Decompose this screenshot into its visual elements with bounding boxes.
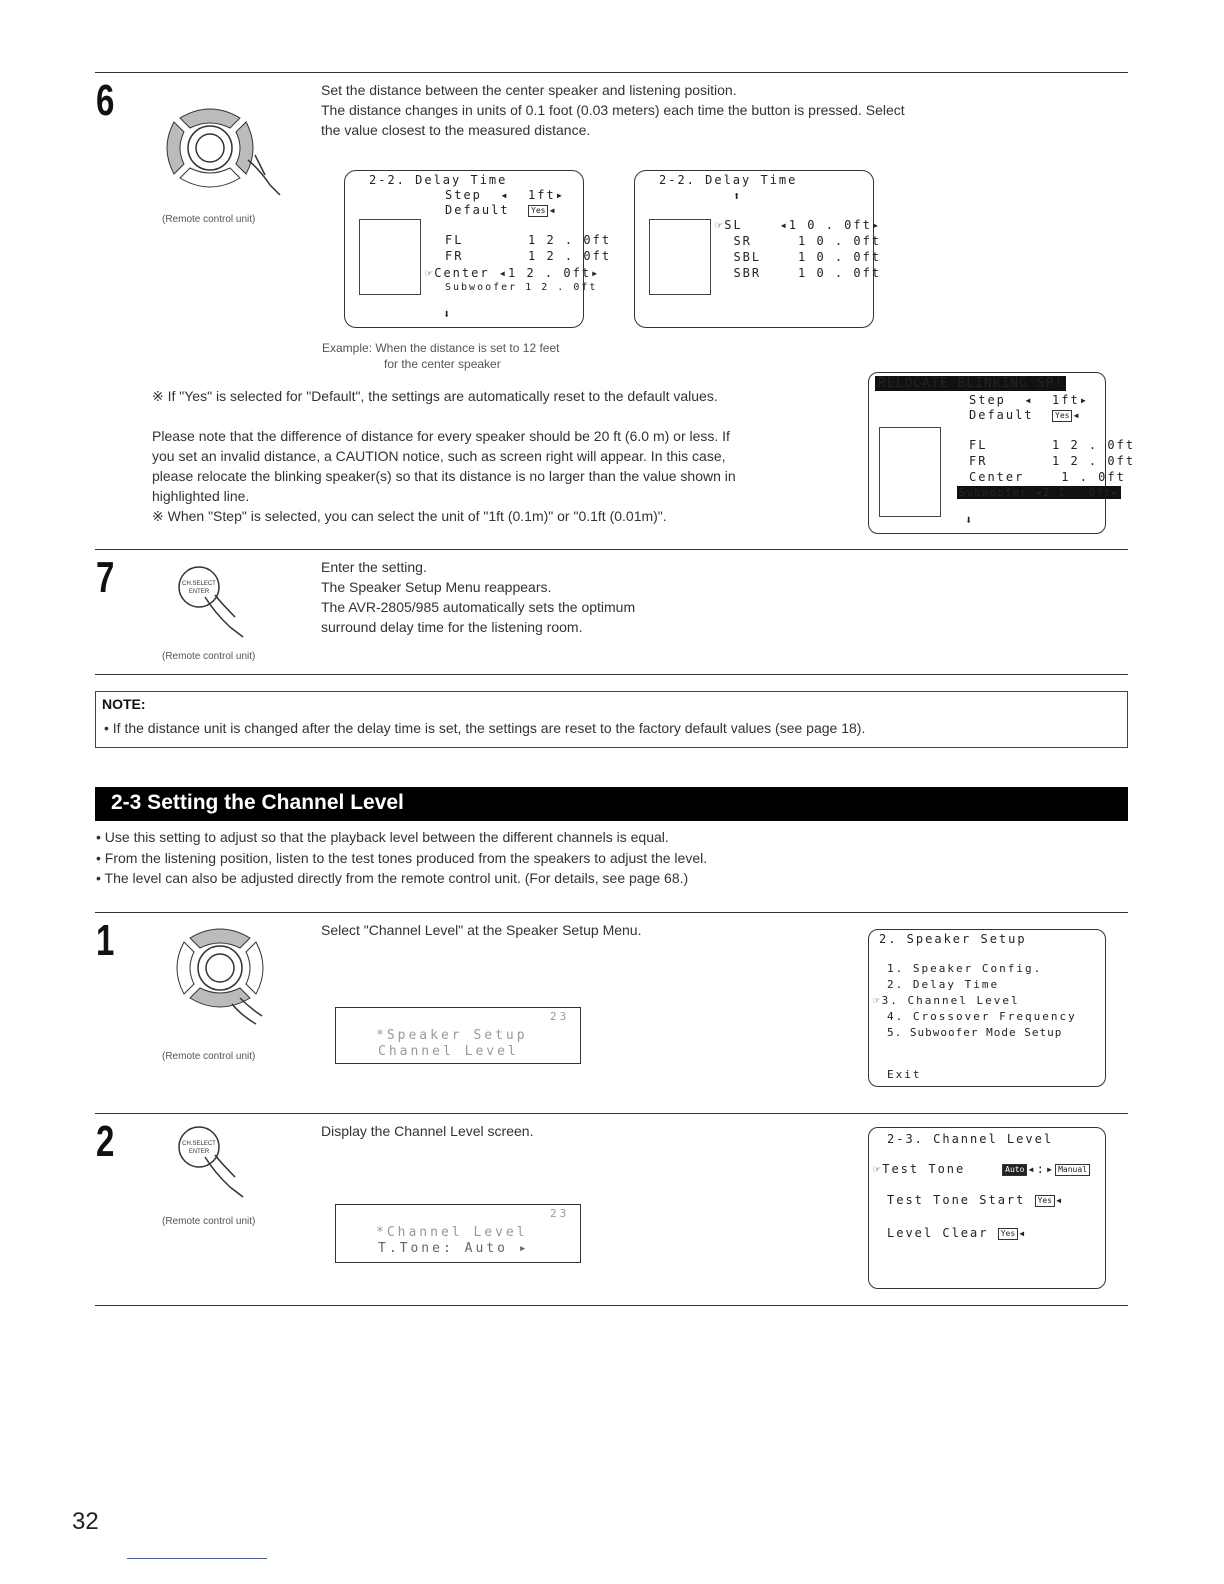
distance-paragraph: Please note that the difference of distance for every speaker should be 20 ft (6.0 m) or less. If you set an invalid distance, a CAUTION notice, such as screen right will appear. In this case, please relocate the blinking speaker(s) so that its distance is no larger than the value shown in highlighted line. [152,428,736,504]
example-caption-2: for the center speaker [384,357,501,371]
remote-caption: (Remote control unit) [162,1051,256,1062]
step1-text: Select "Channel Level" at the Speaker Setup Menu. [321,922,642,938]
level-clear-row: Level Clear Yes ◂ [887,1226,1028,1240]
svg-text:ENTER: ENTER [188,589,210,595]
step-number-6: 6 [96,76,115,125]
remote-cursor-pad-icon [170,920,300,1030]
section-bullet: • The level can also be adjusted directly from the remote control unit. (For details, see page 68.) [96,870,689,886]
divider [95,1113,1128,1114]
note-label: NOTE: [102,696,146,712]
caution-default: Default Yes ◂ [969,408,1082,422]
step6-text: Set the distance between the center speaker and listening position. The distance changes in units of 0.1 foot (0.03 meters) each time the button is pressed. Select the value closest to the measured distance. [321,82,905,138]
svg-text:CH.SELECT: CH.SELECT [182,581,216,587]
remote-caption: (Remote control unit) [162,651,256,662]
osd-channel-level: 2-3. Channel Level ☞Test Tone Auto ◂:▸ Manual Test Tone Start Yes ◂ Level Clear Yes ◂ [868,1127,1106,1289]
divider [95,1305,1128,1306]
step-number-1: 1 [96,916,115,965]
page-number: 32 [72,1508,99,1535]
osd-speaker-setup: 2. Speaker Setup 1. Speaker Config. 2. Delay Time ☞3. Channel Level 4. Crossover Frequency 5. Subwoofer Mode Setup Exit [868,929,1106,1087]
footer-line [127,1558,267,1559]
step-unit-note: ※ When "Step" is selected, you can select the unit of "1ft (0.1m)" or "0.1ft (0.01m)". [152,508,667,524]
enter-button-icon [175,565,265,645]
step-number-7: 7 [96,553,115,602]
caution-title: RELOCATE BLINKING SP! [875,376,1066,391]
osd-relocate-caution: RELOCATE BLINKING SP! Step ◂ 1ft▸ Default Yes ◂ FL 1 2 . 0ft FR 1 2 . 0ft Center 1 . 0ft Subwoofer ◂2 1 . 0ft▸ ⬇ [868,372,1106,534]
speaker-layout-icon [879,427,941,517]
note-text: • If the distance unit is changed after the delay time is set, the settings are reset to the factory default values (see page 18). [104,720,866,736]
remote-caption: (Remote control unit) [162,1216,256,1227]
svg-text:CH.SELECT: CH.SELECT [182,1141,216,1147]
divider [95,912,1128,913]
remote-caption: (Remote control unit) [162,214,256,225]
osd-delay-time-surround: 2-2. Delay Time ⬆ ☞SL ◂1 0 . 0ft▸ SR 1 0 . 0ft SBL 1 0 . 0ft SBR 1 0 . 0ft [634,170,874,328]
section-bullet: • From the listening position, listen to the test tones produced from the speakers to adjust the level. [96,850,708,866]
divider [95,72,1128,73]
scroll-down-icon: ⬇ [443,307,453,321]
menu-item-selected: ☞3. Channel Level [873,994,1020,1007]
default-note: ※ If "Yes" is selected for "Default", the settings are automatically reset to the default values. [152,388,718,404]
front-display-step1: 23 *Speaker Setup Channel Level [335,1007,581,1064]
scroll-up-icon: ⬆ [733,189,743,203]
enter-button-icon [175,1125,265,1205]
highlighted-row: Subwoofer ◂2 1 . 0ft▸ [959,486,1120,499]
menu-item: 5. Subwoofer Mode Setup [887,1026,1063,1039]
section-bullet: • Use this setting to adjust so that the playback level between the different channels is equal. [96,829,669,845]
step2-text: Display the Channel Level screen. [321,1123,534,1139]
menu-exit: Exit [887,1068,922,1081]
example-caption: Example: When the distance is set to 12 feet [322,341,560,355]
osd-delay-time-center: 2-2. Delay Time Step ◂ 1ft▸ Default Yes ◂ FL 1 2 . 0ft FR 1 2 . 0ft ☞Center ◂1 2 . 0ft▸ Subwoofer 1 2 . 0ft ⬇ [344,170,584,328]
manual-tag: Manual [1055,1164,1090,1176]
test-tone-row: ☞Test Tone Auto ◂:▸ Manual [873,1162,1090,1176]
menu-item: 2. Delay Time [887,978,1000,991]
test-tone-start-row: Test Tone Start Yes ◂ [887,1193,1065,1207]
menu-item: 1. Speaker Config. [887,962,1043,975]
speaker-layout-icon [359,219,421,295]
section-header [95,787,1128,821]
default-label: Default Yes ◂ [445,203,558,217]
remote-cursor-pad-icon [160,100,290,210]
front-display-step2: 23 *Channel Level T.Tone: Auto ▸ [335,1204,581,1263]
menu-item: 4. Crossover Frequency [887,1010,1077,1023]
step-number-2: 2 [96,1117,115,1166]
auto-tag: Auto [1002,1164,1027,1176]
divider [95,549,1128,550]
note-box [95,691,1128,748]
step7-text: Enter the setting. The Speaker Setup Menu reappears. The AVR-2805/985 automatically sets the optimum surround delay time for the listening room. [321,559,636,635]
svg-text:ENTER: ENTER [188,1149,210,1155]
section-title: 2-3 Setting the Channel Level [111,791,404,814]
scroll-down-icon: ⬇ [965,513,975,527]
divider [95,674,1128,675]
speaker-layout-icon [649,219,711,295]
